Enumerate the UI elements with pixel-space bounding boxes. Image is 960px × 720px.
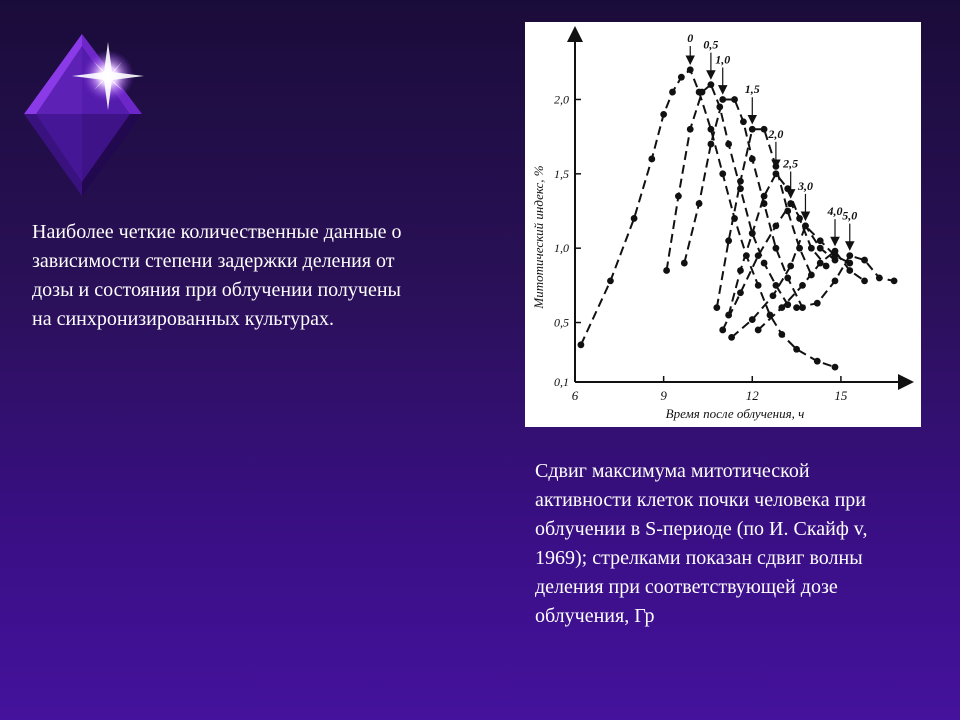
data-point [725,141,732,148]
data-point [817,260,824,267]
x-tick-label: 15 [834,388,848,403]
data-point [784,275,791,282]
dose-label: 4,0 [827,204,843,219]
data-point [749,316,756,323]
data-point [737,178,744,185]
data-point [713,304,720,311]
data-point [663,267,670,274]
dose-label: 2,5 [783,156,799,171]
data-point [861,257,868,264]
chart-caption: Сдвиг максимума митотической активности клеток почки человека при облучении в S-периоде (по И. Скайф v, 1969); стрелками показан сдвиг волны деления при соответствующей дозе облучения, Гр [535,460,868,627]
dose-label: 0 [687,31,694,45]
data-point [773,222,780,229]
data-point [699,89,706,96]
data-point [708,141,715,148]
data-point [740,118,747,125]
data-point [787,200,794,207]
data-point [799,282,806,289]
y-tick-label: 2,0 [554,92,569,107]
data-point [725,237,732,244]
data-point [773,245,780,252]
data-point [675,193,682,200]
data-point [823,263,830,270]
data-point [802,222,809,229]
data-point [793,346,800,353]
y-axis-label: Митотический индекс, % [531,165,546,309]
data-point [737,289,744,296]
data-point [755,327,762,334]
mitotic-index-chart [525,22,921,427]
data-point [891,277,898,284]
data-point [719,170,726,177]
data-point [755,252,762,259]
dose-label: 0,5 [703,37,719,52]
data-point [731,96,738,103]
data-point [578,341,585,348]
data-point [696,200,703,207]
data-point [814,300,821,307]
dose-label: 2,0 [768,126,784,141]
y-tick-label: 1,0 [554,241,569,256]
data-point [687,66,694,73]
data-point [761,260,768,267]
data-point [678,74,685,81]
data-point [773,170,780,177]
data-point [681,260,688,267]
data-point [648,156,655,163]
data-point [755,282,762,289]
data-point [808,245,815,252]
data-point [817,245,824,252]
series-line [667,85,788,305]
description-text: Наиболее четкие количественные данные о зависимости степени задержки деления от дозы и состояния при облучении получены на синхронизированных культурах. [32,221,402,330]
data-point [778,304,785,311]
y-tick-label: 1,5 [554,166,569,181]
data-point [719,327,726,334]
series-0,5 [663,81,791,308]
x-tick-label: 12 [745,388,759,403]
data-point [669,89,676,96]
x-tick-label: 9 [660,388,667,403]
data-point [728,334,735,341]
chart-panel [525,22,921,427]
x-axis-label: Время после облучения, ч [665,406,805,421]
series-1,0 [681,96,806,311]
data-point [846,252,853,259]
dose-label: 1,5 [744,82,760,97]
data-point [793,304,800,311]
data-point [660,111,667,118]
data-point [719,96,726,103]
dose-label: 1,0 [715,52,731,67]
data-point [814,358,821,365]
dose-label: 3,0 [797,178,813,193]
y-tick-label: 0,1 [554,375,569,389]
data-point [761,126,768,133]
data-point [817,237,824,244]
data-point [737,267,744,274]
data-point [778,331,785,338]
data-point [708,81,715,88]
data-point [770,292,777,299]
y-tick-label: 0,5 [554,315,569,330]
data-point [876,275,883,282]
diamond-star-logo [18,28,148,198]
data-point [784,301,791,308]
data-point [631,215,638,222]
series-2,0 [725,170,829,318]
data-point [749,156,756,163]
data-point [687,126,694,133]
data-point [832,277,839,284]
data-point [787,263,794,270]
data-point [832,364,839,371]
dose-label: 5,0 [842,208,858,223]
data-point [861,277,868,284]
data-point [607,277,614,284]
data-point [761,193,768,200]
x-tick-label: 6 [571,388,579,403]
data-point [832,248,839,255]
data-point [749,126,756,133]
data-point [846,267,853,274]
data-point [749,230,756,237]
